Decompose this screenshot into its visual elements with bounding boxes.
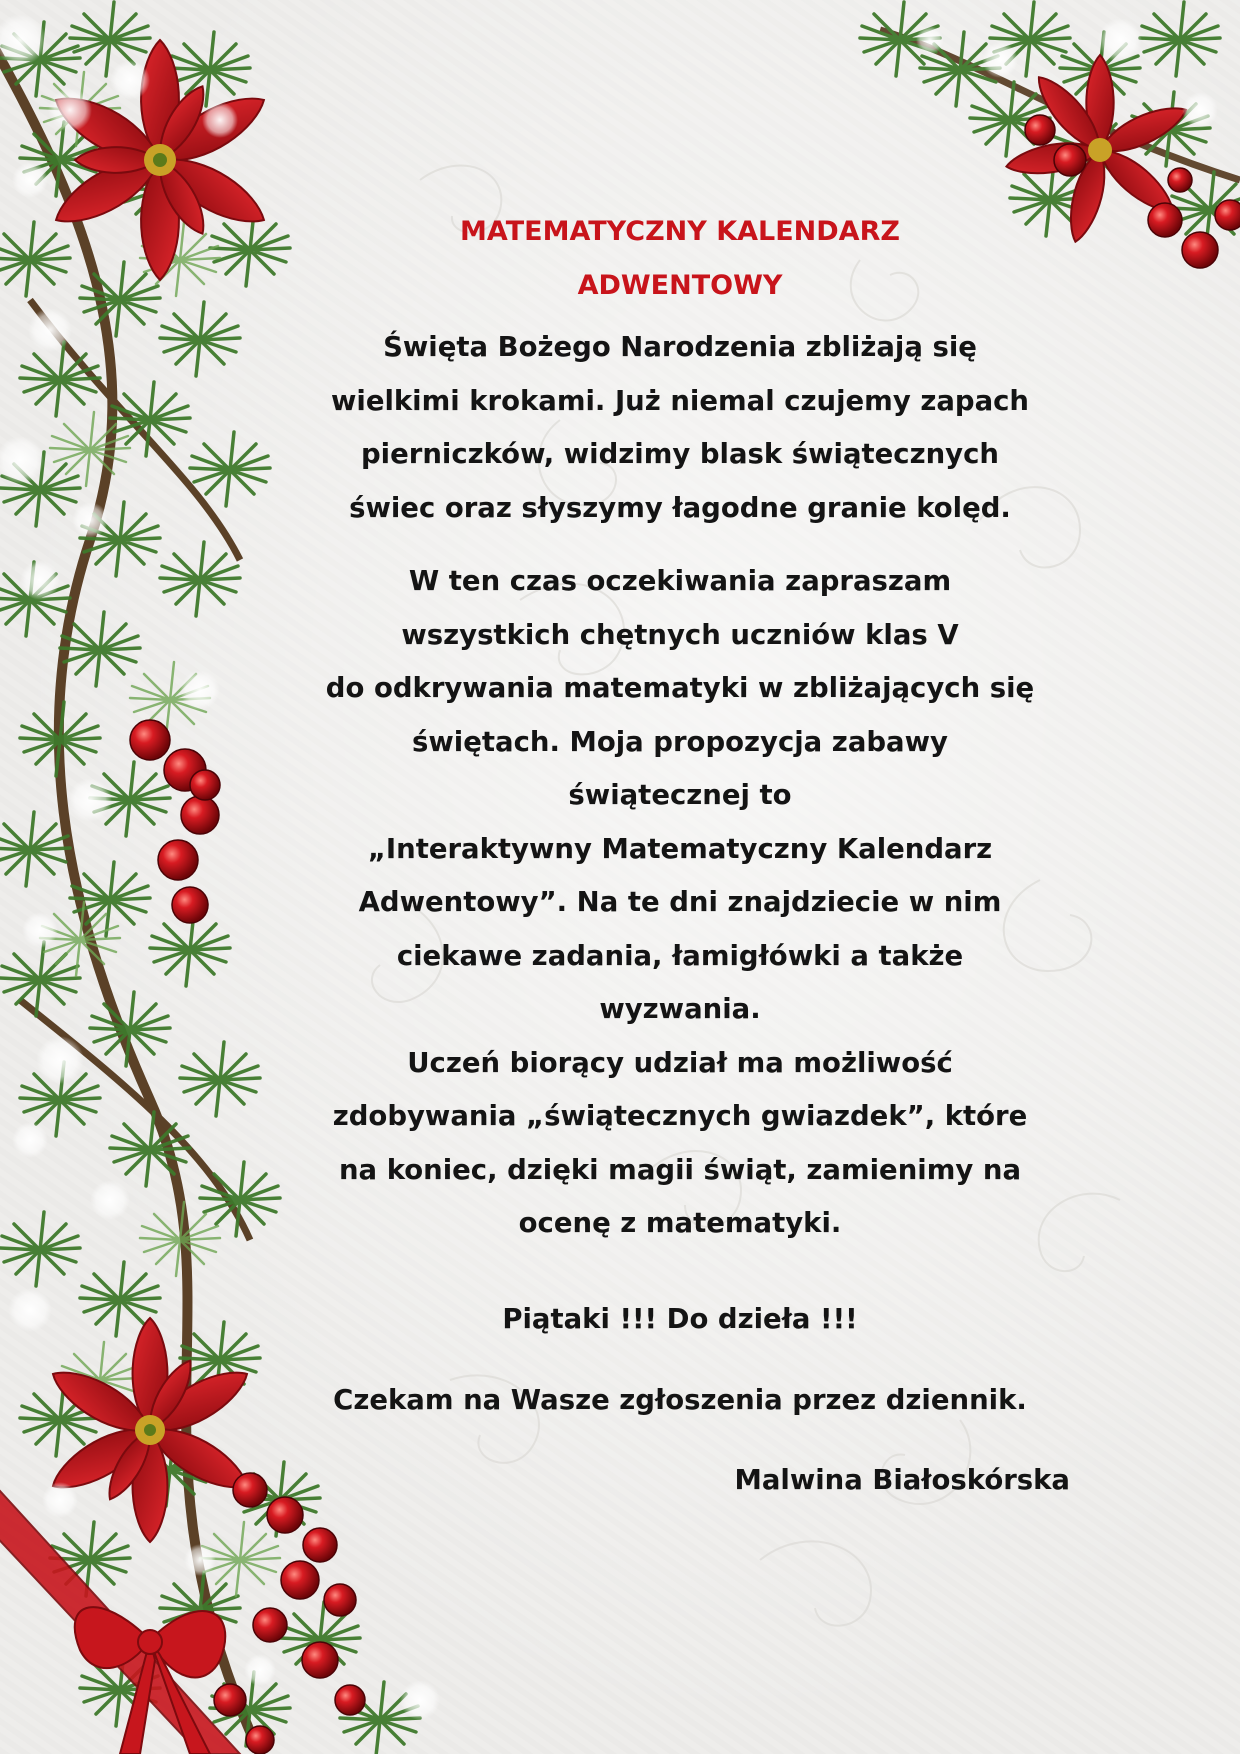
red-ribbon-bow	[0, 1480, 240, 1754]
intro-paragraph	[300, 321, 1060, 535]
text-line: Święta Bożego Narodzenia zbliżają się	[383, 331, 977, 363]
text-line: do odkrywania matematyki w zbliżających się	[325, 672, 1035, 704]
text-line: świątecznej to	[568, 779, 792, 811]
closing-exclamation: Piątaki !!! Do dzieła !!!	[502, 1302, 858, 1335]
letter-title	[300, 205, 1060, 313]
text-line: na koniec, dzięki magii świąt, zamienimy na	[338, 1153, 1022, 1186]
text-line: wyzwania.	[599, 993, 761, 1025]
poinsettia-bottom-left	[44, 1318, 255, 1542]
text-line: „Interaktywny Matematyczny Kalendarz	[367, 832, 993, 865]
text-line: W ten czas oczekiwania zapraszam	[408, 565, 952, 597]
text-line: wielkimi krokami. Już niemal czujemy zapach	[330, 384, 1030, 417]
text-line: pierniczków, widzimy blask świątecznych	[361, 438, 999, 470]
text-line: Uczeń biorący udział ma możliwość	[407, 1046, 953, 1079]
text-line: ocenę z matematyki.	[518, 1207, 842, 1239]
title-line: ADWENTOWY	[577, 270, 783, 301]
text-line: wszystkich chętnych uczniów klas V	[401, 618, 959, 651]
text-line: świętach. Moja propozycja zabawy	[412, 725, 948, 758]
text-line: ciekawe zadania, łamigłówki a także	[396, 939, 964, 972]
invitation-letter	[300, 205, 1070, 1535]
title-line: MATEMATYCZNY KALENDARZ	[460, 216, 900, 247]
text-line: zdobywania „świątecznych gwiazdek”, które	[332, 1100, 1028, 1132]
invitation-paragraph	[300, 555, 1060, 1251]
call-to-action: Czekam na Wasze zgłoszenia przez dziennik.	[333, 1383, 1027, 1416]
text-line: świec oraz słyszymy łagodne granie kolęd.	[349, 491, 1011, 524]
author-signature: Malwina Białoskórska	[734, 1464, 1070, 1496]
text-line: Adwentowy”. Na te dni znajdziecie w nim	[358, 886, 1002, 918]
